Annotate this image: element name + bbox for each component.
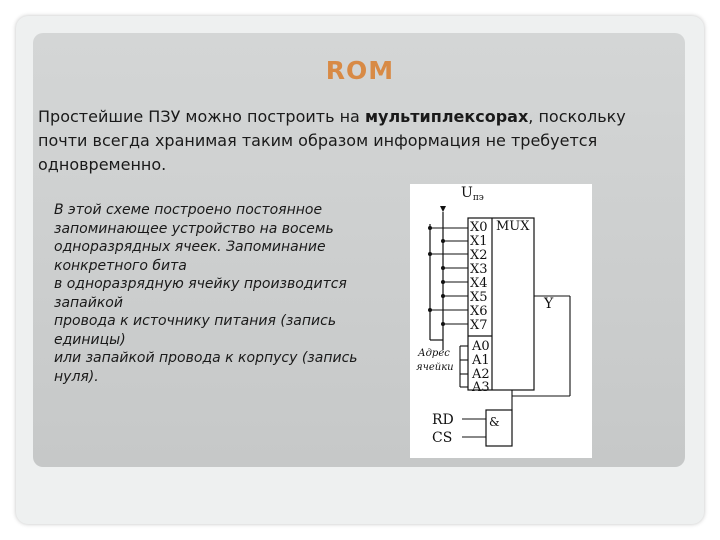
input-label-x0: X0 (470, 220, 488, 235)
address-label-line1: Адрес (418, 348, 450, 359)
address-label-a0: A0 (472, 339, 490, 354)
rom-mux-diagram (410, 184, 592, 458)
address-label-a1: A1 (472, 353, 490, 368)
intro-paragraph (38, 105, 678, 177)
diagram-description: В этой схеме построено постоянное запоминающее устройство на восемь одноразрядных ячеек. Запоминание конкретного бита в одноразрядную ячейку производится запайкой провода к источнику питания (запись единицы) или запайкой провода к корпусу (запись нуля). (54, 202, 358, 385)
and-gate-label: & (489, 415, 500, 429)
input-label-x7: X7 (470, 318, 488, 333)
input-label-x3: X3 (470, 262, 488, 277)
input-label-x1: X1 (470, 234, 488, 249)
control-label-cs: CS (432, 430, 453, 446)
slide-title: ROM (325, 56, 395, 85)
address-label-line2: ячейки (416, 362, 454, 373)
intro-text-bold: мультиплексорах (364, 107, 529, 126)
address-label-a3: A3 (472, 380, 490, 395)
input-label-x5: X5 (470, 290, 488, 305)
input-label-x2: X2 (470, 248, 488, 263)
address-wires (460, 346, 468, 387)
input-wires (430, 228, 468, 324)
mux-label: MUX (496, 219, 530, 234)
power-label: $U_{пэ}$ (461, 185, 484, 203)
input-label-x6: X6 (470, 304, 488, 319)
address-label-a2: A2 (472, 367, 490, 382)
power-arrow-icon (440, 206, 446, 212)
intro-text-end: , поскольку почти всегда хранимая таким образом информация не требуется одновременно. (38, 107, 626, 174)
output-label: Y (544, 296, 554, 312)
rom-schematic (410, 184, 592, 458)
input-label-x4: X4 (470, 276, 488, 291)
intro-text-start: Простейшие ПЗУ можно построить на (38, 107, 365, 126)
control-label-rd: RD (432, 412, 454, 428)
